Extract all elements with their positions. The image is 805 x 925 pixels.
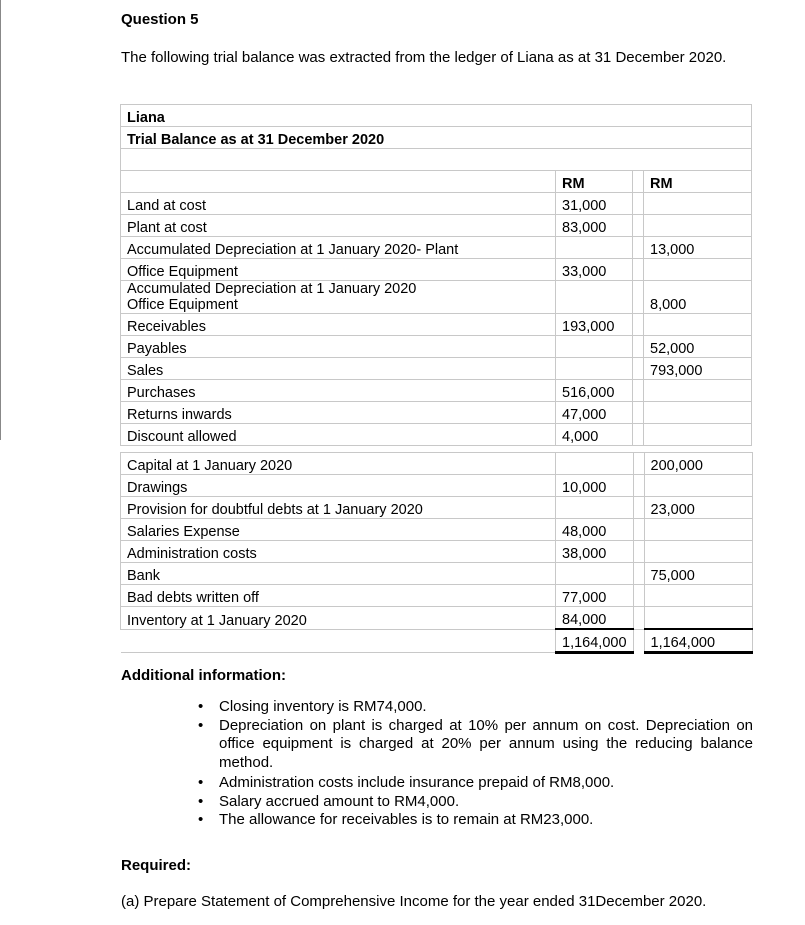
row-label: Bank: [127, 568, 161, 584]
credit-cell: [644, 215, 752, 237]
credit-cell: [644, 585, 752, 607]
table-row: [121, 453, 753, 475]
blank-row: [121, 149, 752, 171]
table-row: [121, 402, 752, 424]
debit-cell: 193,000: [556, 314, 633, 336]
totals-row: [121, 629, 753, 653]
debit-cell: 31,000: [556, 193, 633, 215]
debit-cell: 48,000: [556, 519, 634, 541]
debit-cell: 4,000: [556, 424, 633, 446]
row-label: Land at cost: [127, 198, 206, 214]
debit-header: RM: [556, 171, 633, 193]
account-cell: [121, 336, 556, 358]
debit-cell: 33,000: [556, 259, 633, 281]
additional-info-item: • Closing inventory is RM74,000.: [198, 698, 753, 717]
debit-cell: 47,000: [556, 402, 633, 424]
account-cell: [121, 259, 556, 281]
credit-cell: [644, 402, 752, 424]
required-part-a: (a) Prepare Statement of Comprehensive Income for the year ended 31December 2020.: [121, 893, 707, 910]
row-label: Sales: [127, 363, 164, 379]
debit-cell: [556, 453, 634, 475]
trial-balance-table-part2: [120, 452, 753, 654]
credit-cell: [644, 519, 752, 541]
header-row: [121, 171, 752, 193]
account-cell: [121, 215, 556, 237]
debit-cell: [556, 237, 633, 259]
row-label: Office Equipment: [127, 264, 238, 280]
debit-cell: [556, 336, 633, 358]
table-row: [121, 607, 753, 630]
debit-cell: 38,000: [556, 541, 634, 563]
account-cell: [121, 358, 556, 380]
table-row: [121, 314, 752, 336]
table-row: [121, 336, 752, 358]
row-label: Provision for doubtful debts at 1 January 2020: [127, 502, 423, 518]
credit-cell: [644, 424, 752, 446]
debit-cell: [556, 497, 634, 519]
row-label: Drawings: [127, 480, 188, 496]
credit-cell: 52,000: [644, 336, 752, 358]
table-row: [121, 380, 752, 402]
row-label: Administration costs: [127, 546, 257, 562]
additional-info-item: • Salary accrued amount to RM4,000.: [198, 793, 753, 812]
row-label: Plant at cost: [127, 220, 207, 236]
debit-cell: 516,000: [556, 380, 633, 402]
additional-info-item: • The allowance for receivables is to remain at RM23,000.: [198, 811, 753, 830]
credit-cell: 23,000: [644, 497, 752, 519]
credit-cell: [644, 314, 752, 336]
credit-cell: 13,000: [644, 237, 752, 259]
row-label: Accumulated Depreciation at 1 January 2020- Plant: [127, 242, 459, 258]
credit-cell: [644, 541, 752, 563]
table-row: [121, 585, 753, 607]
debit-cell: [556, 358, 633, 380]
row-label: Discount allowed: [127, 429, 237, 445]
debit-cell: [556, 563, 634, 585]
debit-cell: 83,000: [556, 215, 633, 237]
additional-info-item: • Depreciation on plant is charged at 10% per annum on cost. Depreciation on office equipment is charged at 20% per annum using the reducing balance method.: [198, 717, 753, 773]
account-cell: [121, 424, 556, 446]
row-label: Returns inwards: [127, 407, 232, 423]
table-row: [121, 475, 753, 497]
credit-cell: [644, 475, 752, 497]
debit-cell: 84,000: [556, 607, 634, 630]
left-margin-rule: [0, 0, 1, 440]
credit-cell: 793,000: [644, 358, 752, 380]
table-row: [121, 281, 752, 314]
row-label-line2: Office Equipment: [127, 297, 238, 313]
table-row: [121, 519, 753, 541]
debit-cell: 10,000: [556, 475, 634, 497]
trial-balance-title: Trial Balance as at 31 December 2020: [121, 127, 752, 149]
trial-balance-table-part1: [120, 104, 752, 446]
table-row: [121, 259, 752, 281]
account-cell: [121, 475, 556, 497]
additional-info-item: • Administration costs include insurance prepaid of RM8,000.: [198, 774, 753, 793]
account-cell: [121, 193, 556, 215]
row-label: Salaries Expense: [127, 524, 240, 540]
account-cell: [121, 563, 556, 585]
table-row: [121, 215, 752, 237]
credit-cell: 200,000: [644, 453, 752, 475]
row-label: Inventory at 1 January 2020: [127, 612, 307, 629]
account-cell: [121, 585, 556, 607]
row-label: Bad debts written off: [127, 590, 259, 606]
table-row: [121, 563, 753, 585]
debit-cell: [556, 281, 633, 314]
account-cell: [121, 453, 556, 475]
account-cell: [121, 314, 556, 336]
table-row: [121, 497, 753, 519]
table-row: [121, 193, 752, 215]
debit-total: 1,164,000: [556, 629, 634, 653]
account-cell: [121, 237, 556, 259]
account-cell: [121, 497, 556, 519]
debit-cell: 77,000: [556, 585, 634, 607]
account-cell: [121, 541, 556, 563]
row-label: Accumulated Depreciation at 1 January 2020: [127, 281, 417, 297]
additional-info-list: [198, 698, 753, 830]
table-row: [121, 237, 752, 259]
required-title: Required:: [121, 857, 192, 874]
credit-total: 1,164,000: [644, 629, 752, 653]
entity-name: Liana: [121, 105, 752, 127]
table-row: [121, 424, 752, 446]
table-row: [121, 541, 753, 563]
row-label: Payables: [127, 341, 187, 357]
table-row: [121, 358, 752, 380]
question-title: Question 5: [121, 11, 199, 28]
credit-cell: 75,000: [644, 563, 752, 585]
account-cell: [121, 607, 556, 630]
row-label: Purchases: [127, 385, 196, 401]
credit-header: RM: [644, 171, 752, 193]
credit-cell: [644, 607, 752, 630]
intro-text: The following trial balance was extracted from the ledger of Liana as at 31 December 2020.: [121, 49, 727, 66]
account-cell: [121, 281, 556, 314]
account-cell: [121, 402, 556, 424]
row-label: Receivables: [127, 319, 206, 335]
credit-cell: [644, 259, 752, 281]
account-cell: [121, 380, 556, 402]
account-cell: [121, 519, 556, 541]
credit-cell: [644, 193, 752, 215]
row-label: Capital at 1 January 2020: [127, 458, 293, 474]
additional-info-title: Additional information:: [121, 667, 286, 684]
credit-cell: [644, 380, 752, 402]
credit-cell: 8,000: [644, 281, 752, 314]
